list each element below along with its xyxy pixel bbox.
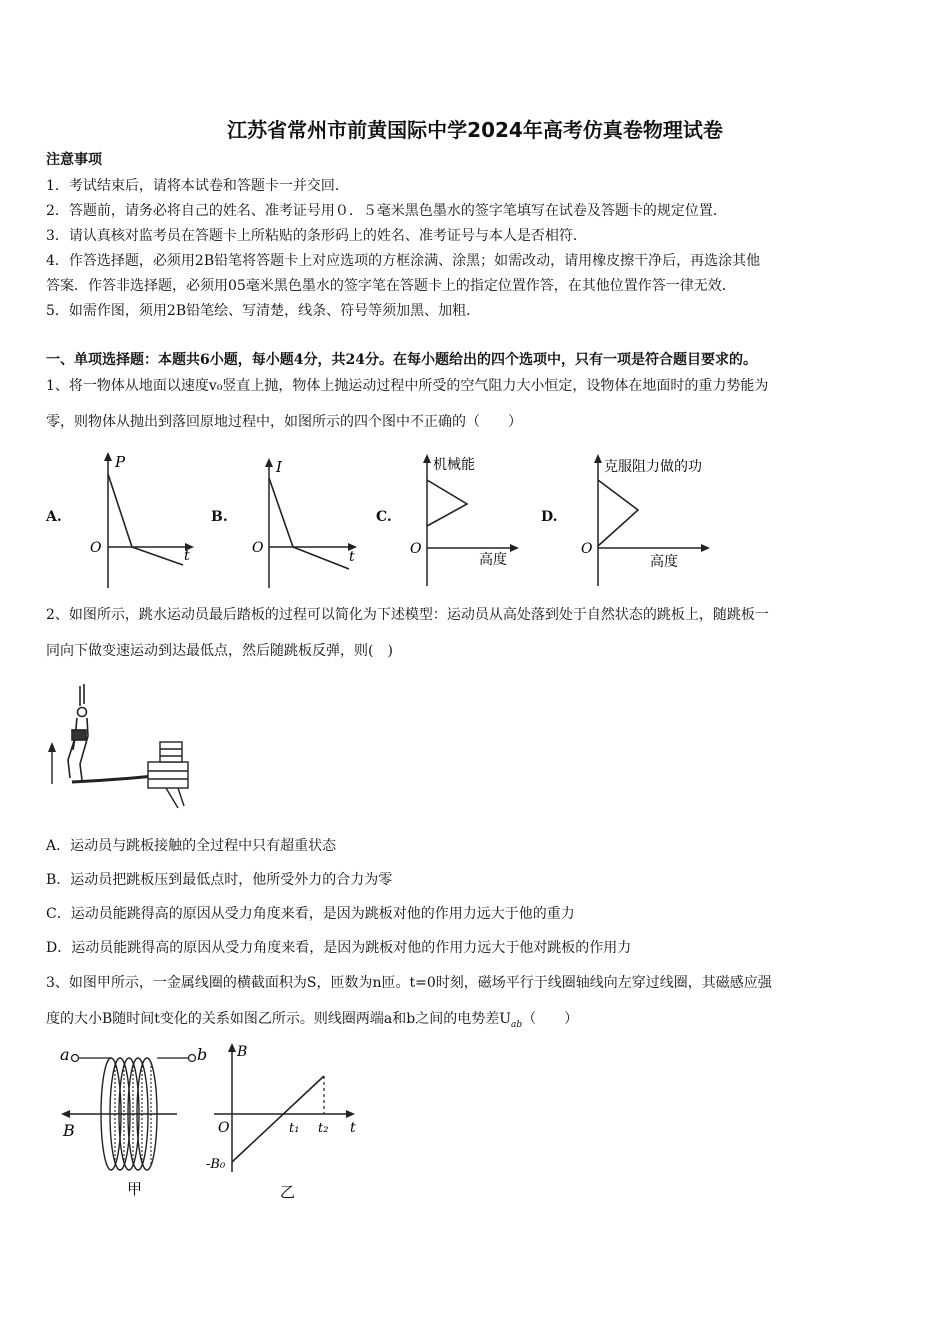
notice-item: 4．作答选择题，必须用2B铅笔将答题卡上对应选项的方框涂满、涂黑；如需改动，请用橡皮擦干净后，再选涂其他 (46, 253, 761, 269)
q1-graph-c (405, 452, 525, 590)
y-arrow (265, 458, 273, 467)
origin-label: O (410, 541, 422, 557)
terminal-b-label: b (197, 1045, 208, 1064)
diver-silhouette (68, 684, 88, 780)
x-arrow (510, 544, 519, 552)
x-label: 高度 (479, 552, 507, 568)
caption-yi: 乙 (280, 1183, 296, 1201)
q2-option-c: C．运动员能跳得高的原因从受力角度来看，是因为跳板对他的作用力远大于他的重力 (46, 906, 575, 922)
q3-figure-yi (200, 1040, 370, 1205)
q2-option-d: D．运动员能跳得高的原因从受力角度来看，是因为跳板对他的作用力远大于他对跳板的作用力 (46, 940, 632, 956)
field-arrow (61, 1110, 70, 1118)
q2-option-a: A．运动员与跳板接触的全过程中只有超重状态 (46, 838, 337, 854)
y-arrow (104, 452, 112, 461)
origin-label: O (218, 1120, 230, 1136)
notice-item: 3．请认真核对监考员在答题卡上所粘贴的条形码上的姓名、准考证号与本人是否相符． (46, 228, 587, 244)
t1-label: t₁ (289, 1121, 300, 1136)
y-arrow (423, 454, 431, 463)
y-label: I (276, 458, 282, 476)
q2-text-line1: 2、如图所示，跳水运动员最后踏板的过程可以简化为下述模型：运动员从高处落到处于自然状态的跳板上，随跳板一 (46, 607, 769, 623)
graph-line (108, 474, 183, 565)
y-arrow (594, 454, 602, 463)
origin-label: O (581, 541, 593, 557)
terminal-a-label: a (60, 1045, 70, 1064)
section-heading: 一、单项选择题：本题共6小题，每小题4分，共24分。在每小题给出的四个选项中，只有一项是符合题目要求的。 (46, 352, 757, 368)
x-arrow (346, 1110, 355, 1118)
y-arrow (228, 1043, 236, 1052)
notice-item: 答案．作答非选择题，必须用05毫米黑色墨水的签字笔在答题卡上的指定位置作答，在其他位置作答一律无效． (46, 278, 736, 294)
page-title: 江苏省常州市前黄国际中学2024年高考仿真卷物理试卷 (227, 118, 723, 142)
board-stand (148, 742, 188, 808)
b0-label: -B₀ (206, 1157, 226, 1172)
graph-line (269, 478, 349, 569)
q2-text-line2: 同向下做变速运动到达最低点，然后随跳板反弹，则( ) (46, 643, 393, 659)
x-label: t (350, 1120, 356, 1136)
q1-graph-d (576, 452, 736, 590)
springboard (72, 776, 154, 782)
x-label: t (184, 548, 190, 564)
q3-text-line2: 度的大小B随时间t变化的关系如图乙所示。则线圈两端a和b之间的电势差$U_{ab}$（ ） (46, 1011, 579, 1030)
y-label: 机械能 (433, 457, 475, 473)
q1-graph-b (249, 456, 364, 590)
q1-text-line2: 零，则物体从抛出到落回原地过程中，如图所示的四个图中不正确的（ ） (46, 414, 522, 430)
notice-item: 1．考试结束后，请将本试卷和答题卡一并交回． (46, 178, 349, 194)
notice-heading: 注意事项 (46, 152, 102, 168)
q1-option-b-label: B. (211, 509, 228, 525)
x-arrow (701, 544, 710, 552)
q1-graph-a (88, 450, 198, 590)
q2-option-b: B．运动员把跳板压到最低点时，他所受外力的合力为零 (46, 872, 393, 888)
terminal-a (72, 1055, 79, 1062)
notice-item: 5．如需作图，须用2B铅笔绘、写清楚，线条、符号等须加黑、加粗． (46, 303, 481, 319)
q3-text-line1: 3、如图甲所示，一金属线圈的横截面积为S，匝数为n匝。t=0时刻，磁场平行于线圈轴线向左穿过线圈，其磁感应强 (46, 975, 772, 991)
terminal-b (189, 1055, 196, 1062)
q1-option-a-label: A. (46, 509, 62, 525)
notice-item: 2．答题前，请务必将自己的姓名、准考证号用０．５毫米黑色墨水的签字笔填写在试卷及答题卡的规定位置． (46, 203, 727, 219)
graph-line (598, 480, 638, 546)
x-label: t (349, 549, 355, 565)
y-label: P (115, 453, 126, 471)
q1-text-line1: 1、将一物体从地面以速度v₀竖直上抛，物体上抛运动过程中所受的空气阻力大小恒定，设物体在地面时的重力势能为 (46, 378, 769, 394)
y-label: B (237, 1044, 248, 1060)
q1-option-c-label: C. (376, 509, 392, 525)
q3-uab-subscript: ab (511, 1019, 523, 1030)
y-label: 克服阻力做的功 (604, 459, 702, 475)
graph-line (427, 480, 467, 526)
field-label: B (63, 1121, 75, 1140)
q2-diver-figure (44, 676, 194, 816)
b-line (232, 1076, 324, 1162)
q3-figure-jia (55, 1040, 215, 1200)
t2-label: t₂ (318, 1121, 329, 1136)
up-arrow-head (48, 742, 56, 752)
origin-label: O (252, 540, 264, 556)
x-label: 高度 (650, 554, 678, 570)
origin-label: O (90, 540, 102, 556)
caption-jia: 甲 (127, 1180, 143, 1198)
q1-option-d-label: D. (541, 509, 558, 525)
